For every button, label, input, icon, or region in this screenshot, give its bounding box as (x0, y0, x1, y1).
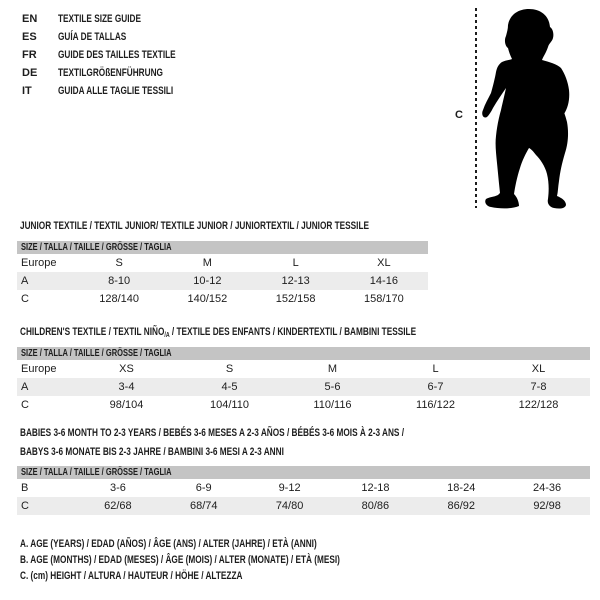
row-label: A (21, 275, 29, 287)
table-cell: 158/170 (363, 293, 404, 305)
junior-section-title: JUNIOR TEXTILE / TEXTIL JUNIOR/ TEXTILE JUNIOR / JUNIORTEXTIL / JUNIOR TESSILE (20, 220, 369, 232)
table-cell: 92/98 (533, 500, 561, 512)
language-title: GUIDA ALLE TAGLIE TESSILI (58, 85, 174, 97)
language-code: FR (22, 49, 37, 61)
table-cell: 24-36 (533, 482, 562, 494)
table-cell: 74/80 (275, 500, 304, 512)
language-title: TEXTILE SIZE GUIDE (58, 13, 141, 25)
table-cell: 6-9 (195, 482, 212, 494)
table-cell: M (327, 363, 338, 375)
language-code: ES (22, 31, 37, 43)
baby-silhouette-icon (481, 9, 573, 209)
language-row (22, 64, 215, 82)
children-section-title: CHILDREN'S TEXTILE / TEXTIL $NIÑO_{/A}$ / TEXTILE DES ENFANTS / KINDERTEXTIL / BAMBINI TESSILE (20, 326, 417, 339)
row-label: C (21, 399, 29, 411)
table-cell: 152/158 (275, 293, 316, 305)
footnote-line: B. AGE (MONTHS) / EDAD (MESES) / ÂGE (MOIS) / ALTER (MONATE) / ETÀ (MESI) (20, 554, 340, 566)
language-title-list (22, 10, 215, 100)
table-cell: 12-13 (281, 275, 310, 287)
babies-size-table (17, 466, 590, 515)
table-row (17, 479, 590, 497)
language-code: IT (22, 85, 32, 97)
size-header-bar: SIZE / TALLA / TAILLE / GRÖSSE / TAGLIA (17, 241, 428, 254)
table-row (17, 497, 590, 515)
table-cell: 104/110 (210, 399, 249, 411)
table-cell: 3-4 (118, 381, 135, 393)
language-row (22, 82, 215, 100)
table-cell: 110/116 (313, 399, 352, 411)
language-row (22, 28, 215, 46)
table-cell: 128/140 (99, 293, 139, 305)
table-cell: 14-16 (369, 275, 398, 287)
table-cell: L (292, 257, 299, 269)
table-cell: 68/74 (189, 500, 218, 512)
table-cell: 80/86 (361, 500, 390, 512)
row-label: C (21, 500, 29, 512)
babies-section-title: BABIES 3-6 MONTH TO 2-3 YEARS / BEBÉS 3-6 MESES A 2-3 AÑOS / BÉBÉS 3-6 MOIS À 2-3 ANS / BABYS 3-6 MONATE BIS 2-3 JAHRE / BAMBINI 3-6 MESI A 2-3 ANNI (20, 427, 405, 458)
table-cell: 4-5 (221, 381, 238, 393)
table-cell: 86/92 (447, 500, 475, 512)
language-title: GUÍA DE TALLAS (58, 31, 127, 43)
table-cell: 98/104 (109, 399, 144, 411)
table-cell: XL (377, 257, 391, 269)
table-cell: 12-18 (361, 482, 390, 494)
table-cell: XL (531, 363, 546, 375)
table-cell: 122/128 (518, 399, 559, 411)
size-header-bar: SIZE / TALLA / TAILLE / GRÖSSE / TAGLIA (17, 347, 590, 360)
language-code: EN (22, 13, 38, 25)
table-cell: 7-8 (530, 381, 547, 393)
size-header-bar: SIZE / TALLA / TAILLE / GRÖSSE / TAGLIA (17, 466, 590, 479)
legend-footnotes (20, 536, 447, 584)
table-row (17, 290, 428, 308)
table-cell: S (225, 363, 234, 375)
footnote-line: C. (cm) HEIGHT / ALTURA / HAUTEUR / HÖHE / ALTEZZA (20, 570, 243, 582)
table-cell: 9-12 (278, 482, 301, 494)
language-row (22, 46, 215, 64)
language-title: TEXTILGRÖßENFÜHRUNG (58, 67, 163, 79)
row-label: A (21, 381, 29, 393)
figure-height-label: C (455, 109, 463, 121)
table-cell: 140/152 (187, 293, 228, 305)
table-row (17, 360, 590, 378)
table-cell: 116/122 (416, 399, 455, 411)
table-cell: M (202, 257, 212, 269)
table-row (17, 396, 590, 414)
table-cell: 3-6 (109, 482, 126, 494)
row-label: Europe (21, 257, 57, 269)
table-cell: 5-6 (324, 381, 341, 393)
children-size-table (17, 347, 590, 414)
footnote-line: A. AGE (YEARS) / EDAD (AÑOS) / ÂGE (ANS) / ALTER (JAHRE) / ETÀ (ANNI) (20, 538, 317, 550)
row-label: B (21, 482, 29, 494)
table-cell: S (115, 257, 123, 269)
row-label: C (21, 293, 29, 305)
table-row (17, 272, 428, 290)
height-dashed-line (475, 8, 477, 208)
table-row (17, 378, 590, 396)
language-code: DE (22, 67, 38, 79)
table-cell: 62/68 (104, 500, 132, 512)
table-cell: XS (119, 363, 134, 375)
table-cell: 10-12 (193, 275, 222, 287)
title-subscript: /A (164, 332, 170, 339)
language-row (22, 10, 215, 28)
table-cell: 18-24 (447, 482, 476, 494)
table-cell: 8-10 (108, 275, 131, 287)
table-cell: 6-7 (427, 381, 444, 393)
junior-size-table (17, 241, 428, 308)
table-row (17, 254, 428, 272)
row-label: Europe (21, 363, 57, 375)
language-title: GUIDE DES TAILLES TEXTILE (58, 49, 176, 61)
table-cell: L (432, 363, 439, 375)
